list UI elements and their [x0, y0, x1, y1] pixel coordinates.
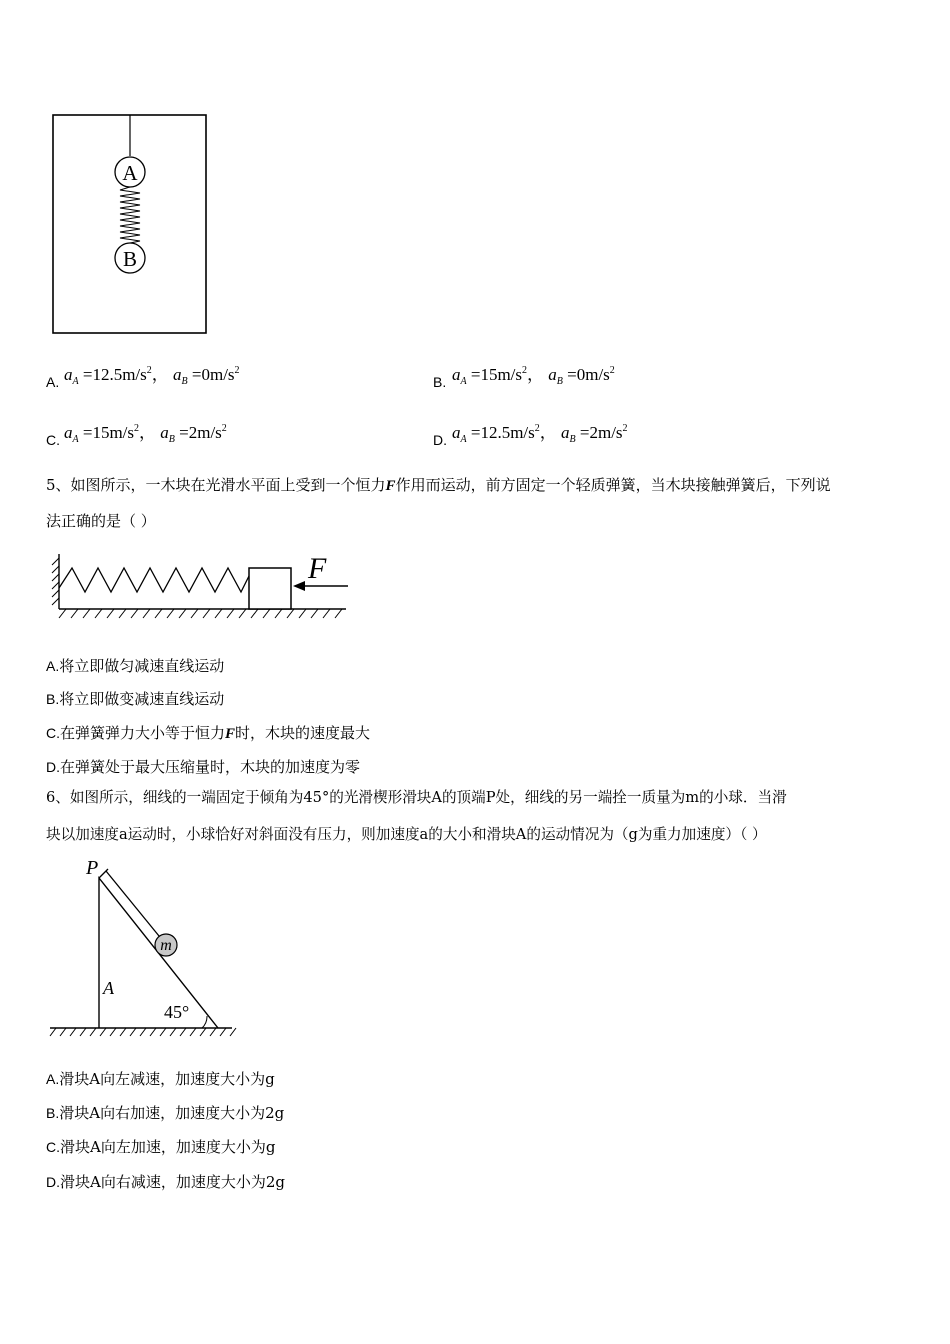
- q6-option-d[interactable]: D.滑块A向右减速，加速度大小为2g: [46, 1173, 285, 1191]
- ball-b-label: B: [122, 247, 138, 271]
- option-formula: $a_A =12.5m/s^2$， $a_B =0m/s^2$: [64, 365, 240, 387]
- q6-option-c[interactable]: C.滑块A向左加速，加速度大小为g: [46, 1138, 276, 1156]
- pivot-top: [99, 869, 108, 878]
- option-letter: C.: [46, 432, 60, 448]
- option-formula: $a_A =12.5m/s^2$， $a_B =2m/s^2$: [452, 423, 628, 445]
- force-arrowhead: [293, 581, 305, 591]
- q5-option-d[interactable]: D.在弹簧处于最大压缩量时，木块的加速度为零: [46, 758, 361, 776]
- q5-option-b[interactable]: B.将立即做变减速直线运动: [46, 690, 225, 708]
- spring-zigzag: [59, 568, 249, 592]
- block-label: A: [103, 978, 114, 998]
- thread: [106, 871, 159, 936]
- option-formula: $a_A =15m/s^2$， $a_B =2m/s^2$: [64, 423, 227, 445]
- ball-label: m: [160, 937, 172, 954]
- q5-figure-block-spring: [46, 548, 356, 626]
- q6-figure-wedge-ball: [46, 852, 246, 1042]
- q6-option-b[interactable]: B.滑块A向右加速，加速度大小为2g: [46, 1104, 285, 1122]
- option-letter: B.: [433, 374, 447, 390]
- q5-stem-line2: 法正确的是（ ）: [46, 512, 156, 530]
- angle-arc: [202, 1016, 207, 1028]
- angle-label: 45°: [164, 1002, 190, 1022]
- wall-hatching: [52, 558, 59, 605]
- option-letter: D.: [433, 432, 447, 448]
- ball-a-label: A: [122, 161, 138, 185]
- option-letter: A.: [46, 374, 60, 390]
- wooden-block: [249, 568, 291, 609]
- q6-stem-line1: 6、如图所示，细线的一端固定于倾角为45°的光滑楔形滑块A的顶端P处，细线的另一端拴一质量为m的小球．当滑: [46, 789, 787, 806]
- q6-option-a[interactable]: A.滑块A向左减速，加速度大小为g: [46, 1070, 275, 1088]
- q5-option-c[interactable]: C.在弹簧弹力大小等于恒力F时，木块的速度最大: [46, 724, 371, 742]
- q5-option-a[interactable]: A.将立即做匀减速直线运动: [46, 657, 225, 675]
- ground-hatching: [50, 1028, 236, 1036]
- option-formula: $a_A =15m/s^2$， $a_B =0m/s^2$: [452, 365, 615, 387]
- spring-coil: [120, 187, 140, 243]
- q4-figure-spring-balls: [50, 112, 210, 336]
- top-label: P: [86, 857, 99, 879]
- force-label: F: [308, 552, 327, 585]
- q6-stem-line2: 块以加速度a运动时，小球恰好对斜面没有压力，则加速度a的大小和滑块A的运动情况为（g为重力加速度）（ ）: [46, 826, 767, 843]
- ground-hatching: [59, 609, 342, 618]
- q5-stem-line1: 5、如图所示，一木块在光滑水平面上受到一个恒力F作用而运动，前方固定一个轻质弹簧，当木块接触弹簧后，下列说: [46, 476, 831, 494]
